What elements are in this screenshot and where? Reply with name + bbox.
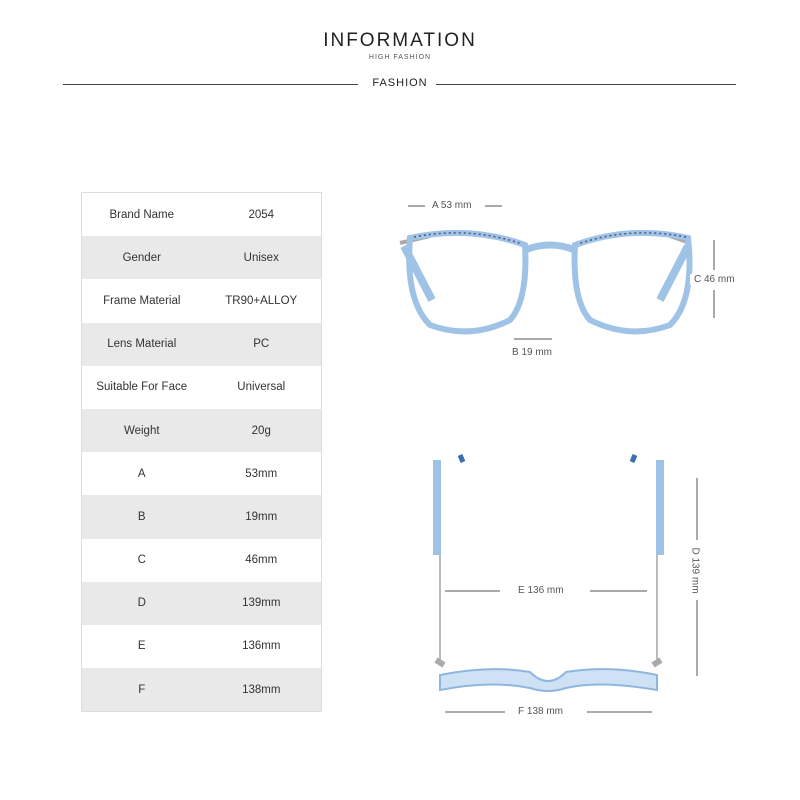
spec-label: Suitable For Face xyxy=(96,381,188,394)
section-label: FASHION xyxy=(372,77,428,89)
page-title: INFORMATION xyxy=(323,30,477,51)
spec-value: 46mm xyxy=(245,554,278,567)
dimension-f: F 138 mm xyxy=(514,706,567,717)
spec-label: A xyxy=(137,467,146,480)
spec-label: E xyxy=(137,640,146,653)
spec-label: D xyxy=(137,597,146,610)
front-view-glasses xyxy=(400,233,690,332)
spec-value: Universal xyxy=(237,381,286,394)
page-subtitle: HIGH FASHION xyxy=(368,54,432,61)
dimension-e: E 136 mm xyxy=(514,585,568,596)
spec-label: C xyxy=(137,554,146,567)
dimension-d: D 139 mm xyxy=(690,543,701,597)
spec-label: Brand Name xyxy=(109,208,175,221)
dimension-c: C 46 mm xyxy=(690,274,739,285)
spec-label: Lens Material xyxy=(107,338,177,351)
dimension-b: B 19 mm xyxy=(508,347,556,358)
spec-label: Weight xyxy=(123,424,160,437)
spec-value: 2054 xyxy=(248,208,275,221)
top-view-glasses xyxy=(436,455,661,691)
spec-value: 20g xyxy=(251,424,271,437)
spec-value: PC xyxy=(253,338,270,351)
spec-value: 136mm xyxy=(242,640,281,653)
spec-label: B xyxy=(137,510,146,523)
dimension-a: A 53 mm xyxy=(428,200,475,211)
spec-label: F xyxy=(138,683,146,696)
spec-label: Gender xyxy=(122,251,161,264)
spec-value: Unisex xyxy=(243,251,279,264)
spec-label: Frame Material xyxy=(103,294,181,307)
spec-value: 138mm xyxy=(242,683,281,696)
spec-value: TR90+ALLOY xyxy=(225,294,298,307)
spec-value: 139mm xyxy=(242,597,281,610)
spec-value: 19mm xyxy=(245,510,278,523)
spec-value: 53mm xyxy=(245,467,278,480)
